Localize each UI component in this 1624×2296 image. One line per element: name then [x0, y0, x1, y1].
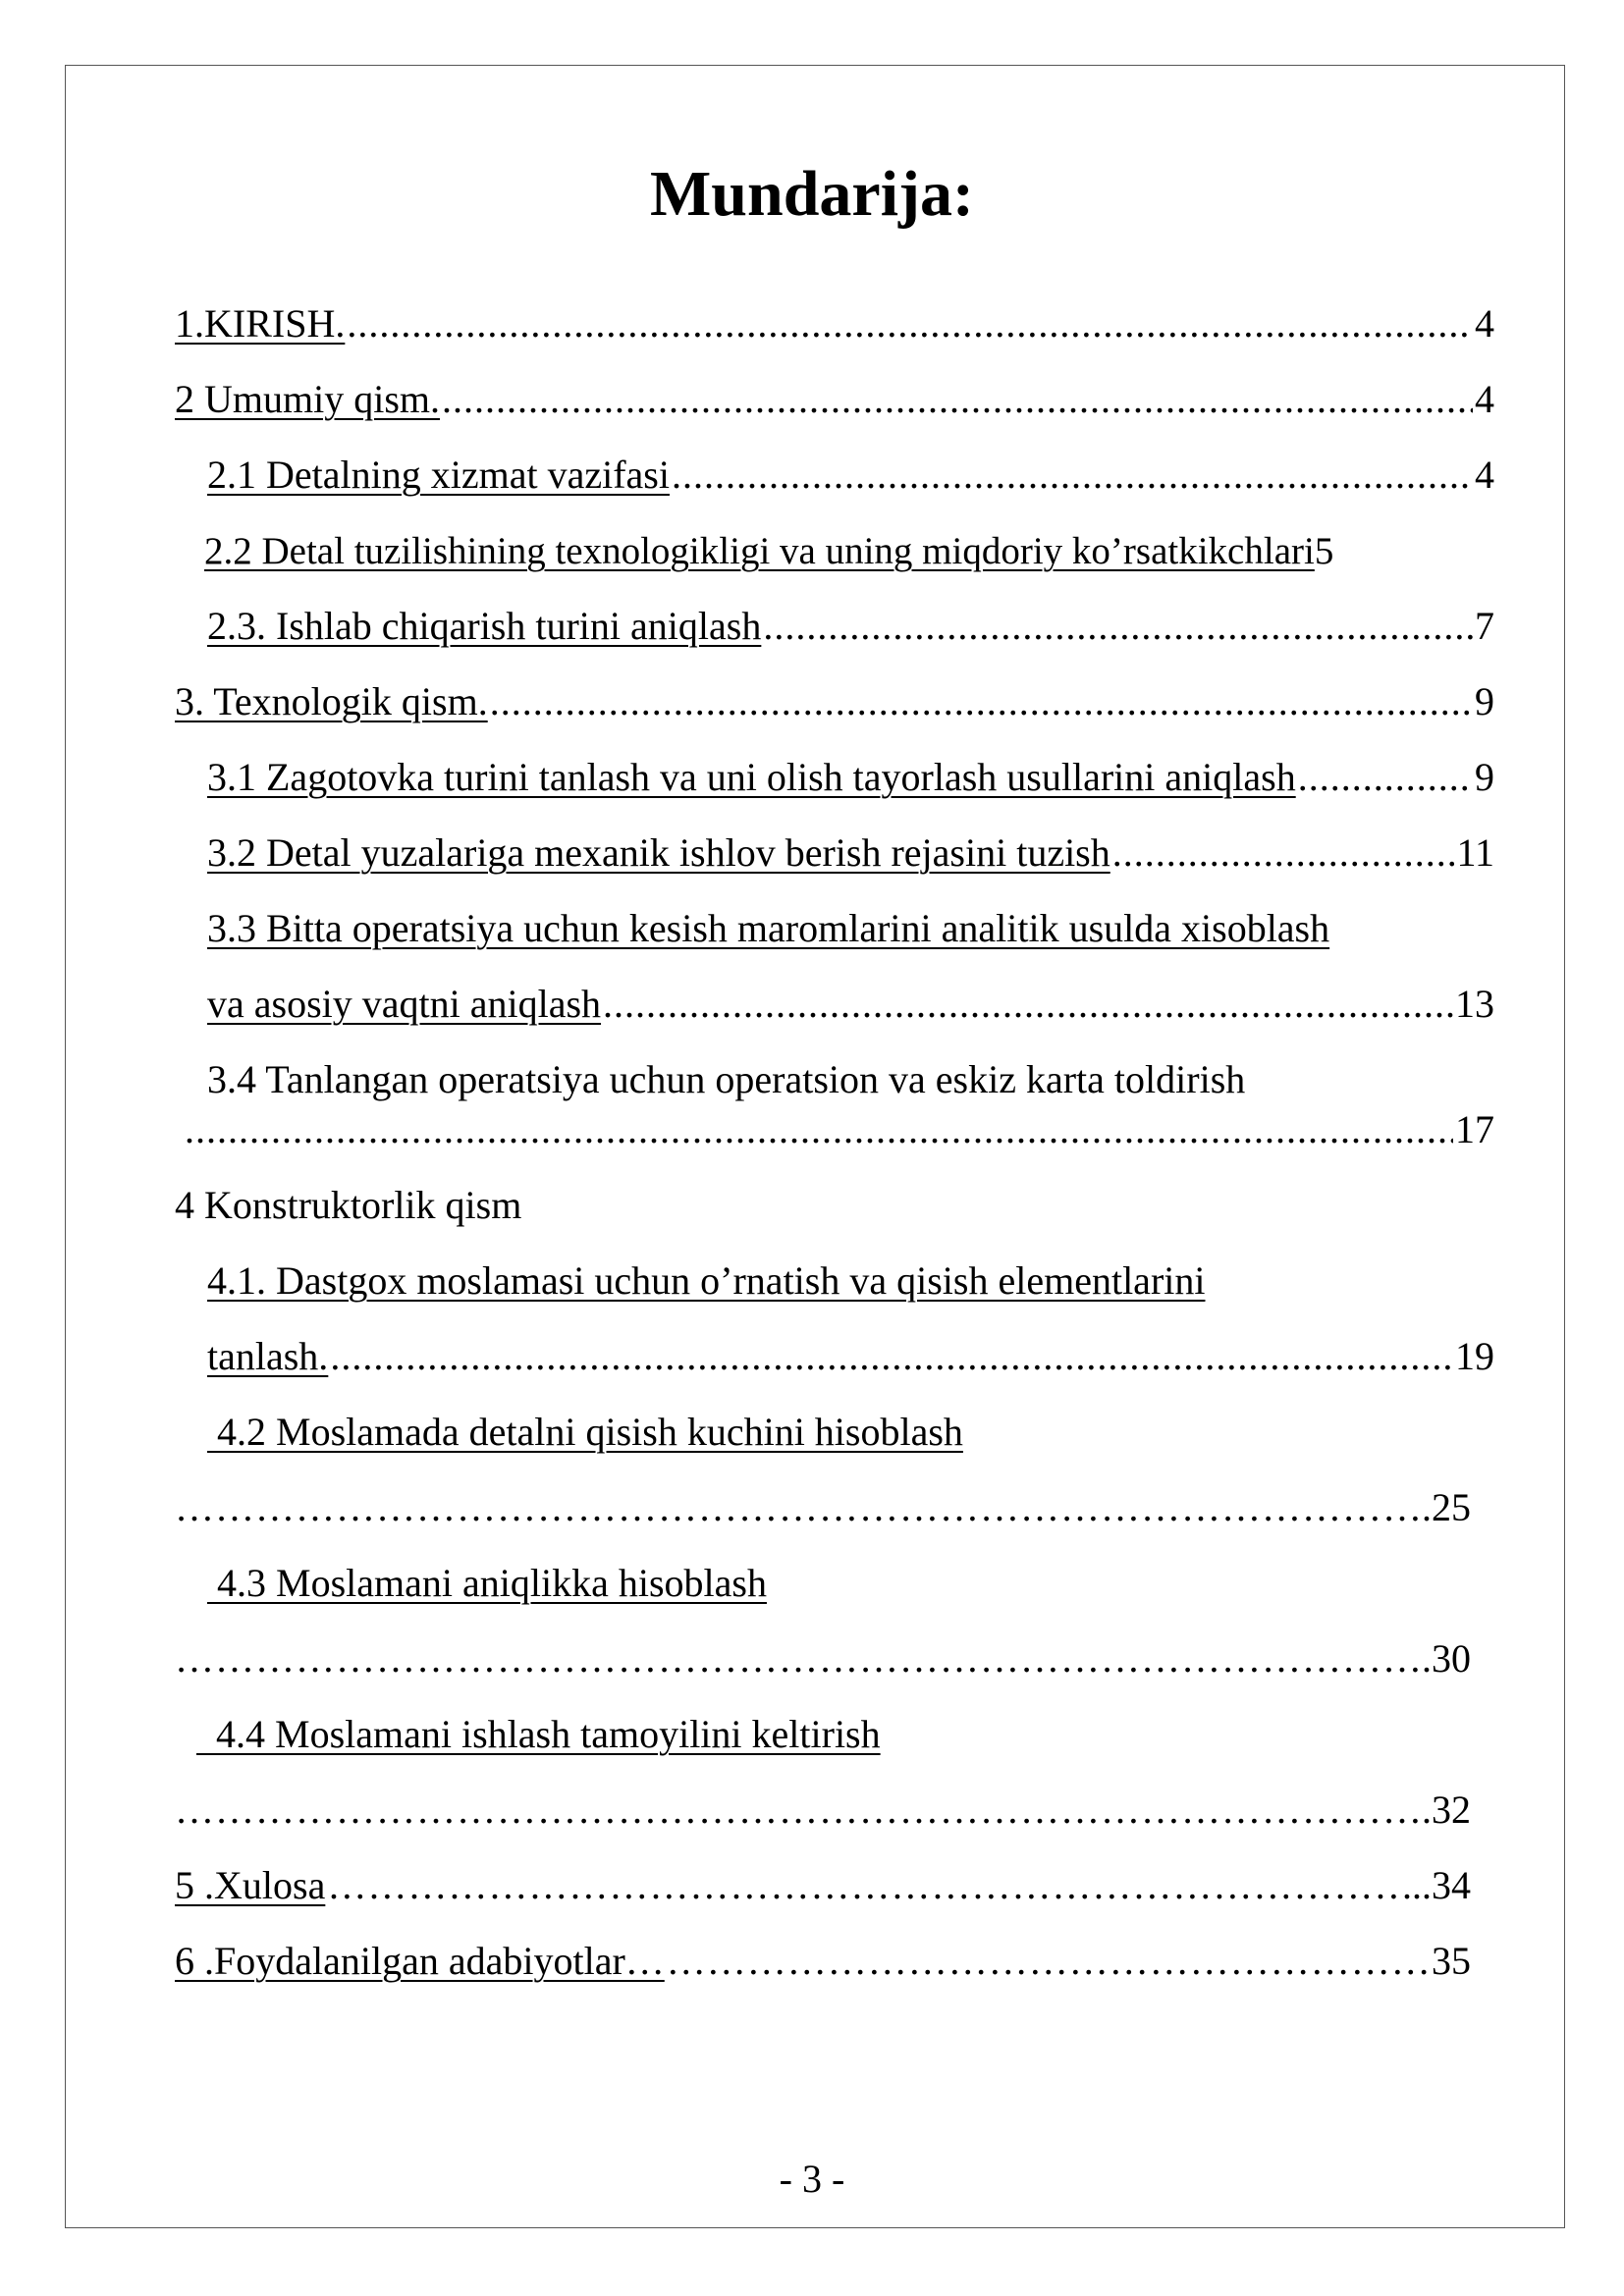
toc-entry-texnologik-qism[interactable] [175, 678, 1494, 725]
toc-entry-label[interactable]: 3. Texnologik qism. [175, 679, 488, 723]
toc-entry-4-3-leader [175, 1635, 1471, 1682]
toc-entry-page: ...34 [1402, 1863, 1471, 1907]
toc-entry-page: 7 [1475, 604, 1494, 648]
toc-entry-konstruktorlik-qism[interactable] [175, 1182, 1494, 1229]
toc-entry-page: 9 [1475, 755, 1494, 799]
toc-entry-label[interactable]: 2 Umumiy qism. [175, 377, 441, 421]
dot-leader [327, 1862, 1400, 1909]
dot-leader [185, 1106, 1453, 1153]
toc-entry-page: 4 [1475, 301, 1494, 346]
toc-entry-page: 35 [1432, 1939, 1471, 1983]
toc-entry-label[interactable]: 6 .Foydalanilgan adabiyotlar… [175, 1939, 665, 1983]
toc-entry-umumiy-qism[interactable] [175, 376, 1494, 423]
toc-entry-label[interactable]: 2.3. Ishlab chiqarish turini aniqlash [207, 604, 762, 648]
toc-entry-label[interactable]: 4.2 Moslamada detalni qisish kuchini hisoblash [207, 1410, 963, 1454]
toc-entry-label[interactable]: 5 .Xulosa [175, 1863, 326, 1907]
toc-entry-page: 11 [1456, 830, 1494, 875]
dot-leader [442, 376, 1473, 423]
dot-leader [1112, 829, 1455, 877]
toc-entry-label[interactable]: 4.3 Moslamani aniqlikka hisoblash [207, 1561, 767, 1605]
toc-entry-label[interactable]: 4.1. Dastgox moslamasi uchun o’rnatish va qisish elementlarini [207, 1258, 1206, 1303]
toc-entry-4-1-line1[interactable] [207, 1257, 1494, 1305]
dot-leader [175, 1484, 1420, 1531]
toc-entry-page: .30 [1422, 1636, 1471, 1681]
toc-entry-3-3-line1[interactable] [207, 905, 1494, 952]
toc-entry-3-1[interactable] [207, 754, 1494, 801]
toc-entry-label[interactable]: 1.KIRISH. [175, 301, 346, 346]
toc-entry-4-2[interactable] [207, 1409, 1494, 1456]
toc-entry-label[interactable]: 3.4 Tanlangan operatsiya uchun operatsion va eskiz karta toldirish [207, 1057, 1246, 1101]
toc-entry-3-4[interactable] [207, 1056, 1494, 1103]
toc-entry-2-1[interactable] [207, 452, 1494, 499]
toc-entry-page: 4 [1475, 377, 1494, 421]
dot-leader [603, 981, 1453, 1028]
toc-entry-label[interactable]: 4.4 Moslamani ishlash tamoyilini keltirish [196, 1712, 881, 1756]
dot-leader [175, 1787, 1420, 1834]
toc-entry-label[interactable]: va asosiy vaqtni aniqlash [207, 982, 602, 1026]
page-title: Mundarija: [650, 158, 974, 230]
toc-entry-4-4-leader [175, 1787, 1471, 1834]
dot-leader [175, 1635, 1420, 1682]
toc-entry-label[interactable]: 2.2 Detal tuzilishining texnologikligi va uning miqdoriy ko’rsatkikchlari [204, 530, 1315, 572]
toc-entry-page: 13 [1455, 982, 1494, 1026]
toc-entry-3-3-line2[interactable] [207, 981, 1494, 1028]
toc-entry-2-3[interactable] [207, 603, 1494, 650]
toc-entry-4-3[interactable] [207, 1560, 1494, 1607]
dot-leader [330, 1333, 1453, 1380]
toc-entry-page: 17 [1455, 1107, 1494, 1151]
toc-entry-page: .25 [1422, 1485, 1471, 1529]
toc-entry-label[interactable]: tanlash. [207, 1334, 329, 1378]
toc-entry-4-4[interactable] [196, 1711, 1494, 1758]
toc-entry-label[interactable]: 3.1 Zagotovka turini tanlash va uni olish tayorlash usullarini aniqlash [207, 755, 1296, 799]
dot-leader [672, 452, 1473, 499]
toc-entry-4-1-line2[interactable] [207, 1333, 1494, 1380]
toc-entry-label[interactable]: 4 Konstruktorlik qism [175, 1183, 522, 1227]
toc-entry-adabiyotlar[interactable] [175, 1938, 1471, 1985]
dot-leader [667, 1938, 1430, 1985]
dot-leader [1298, 754, 1473, 801]
toc-entry-label[interactable]: 3.2 Detal yuzalariga mexanik ishlov berish rejasini tuzish [207, 830, 1110, 875]
toc-entry-3-2[interactable] [207, 829, 1494, 877]
dot-leader [347, 300, 1473, 347]
toc-entry-label[interactable]: 3.3 Bitta operatsiya uchun kesish maromlarini analitik usulda xisoblash [207, 906, 1330, 950]
toc-entry-xulosa[interactable] [175, 1862, 1471, 1909]
toc-entry-4-2-leader [175, 1484, 1471, 1531]
toc-entry-page: 4 [1475, 453, 1494, 497]
toc-entry-2-2[interactable] [204, 528, 1510, 575]
toc-entry-page: 19 [1455, 1334, 1494, 1378]
dot-leader [763, 603, 1473, 650]
dot-leader [490, 678, 1473, 725]
toc-entry-kirish[interactable] [175, 300, 1494, 347]
page-number: - 3 - [779, 2157, 845, 2201]
toc-entry-label[interactable]: 2.1 Detalning xizmat vazifasi [207, 453, 670, 497]
toc-entry-page: 5 [1314, 530, 1334, 572]
toc-entry-page: 9 [1475, 679, 1494, 723]
toc-entry-page: .32 [1422, 1788, 1471, 1832]
toc-entry-3-4-leader [185, 1106, 1494, 1153]
